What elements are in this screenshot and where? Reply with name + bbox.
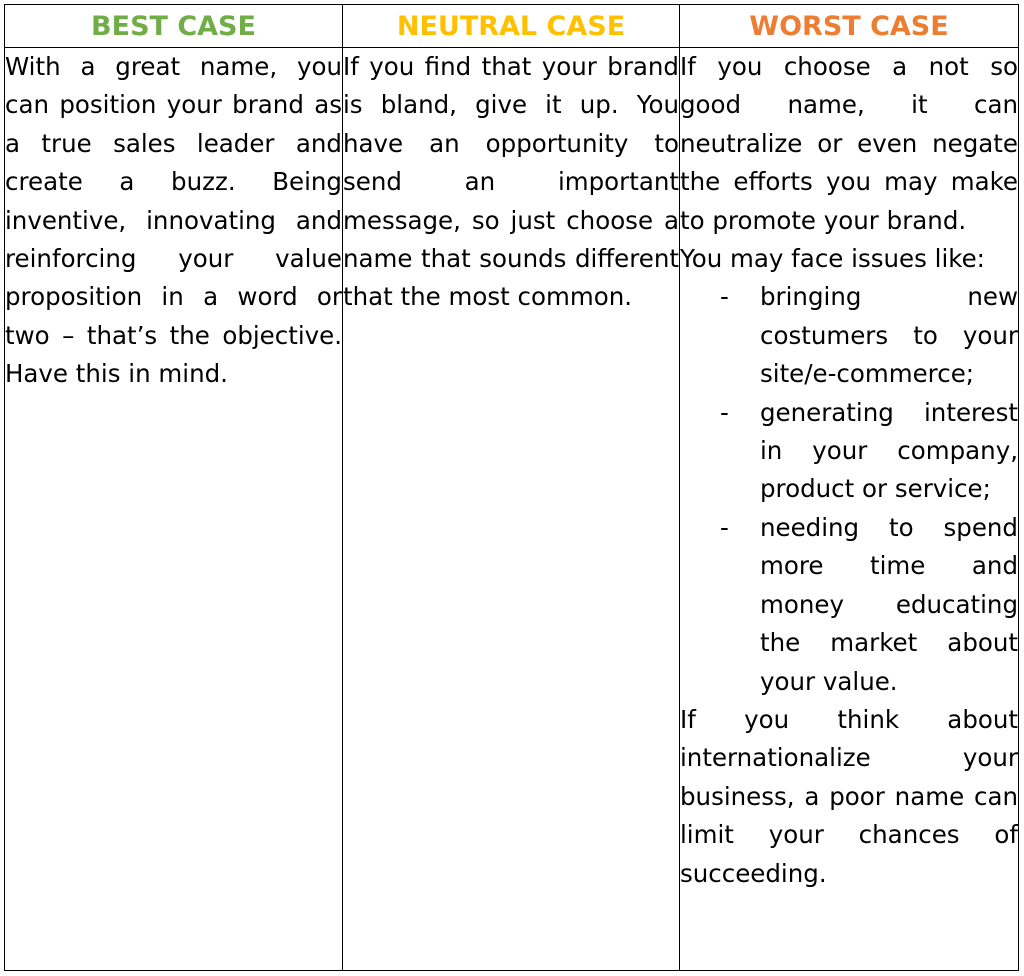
issue-text: bringing new costumers to your site/e-commerce; [760,282,1018,389]
best-case-text: With a great name, you can position your brand as a true sales leader and create a buzz. Being inventive, innovating and reinforcing your value proposition in a word or two – that’s the objective. Have this in mind. [5,52,342,389]
worst-case-issues-list [680,278,1018,700]
comparison-table [4,4,1019,971]
neutral-case-heading: NEUTRAL CASE [343,5,680,48]
worst-case-intro: If you choose a not so good name, it can neutralize or even negate the efforts you may make to promote your brand. [680,52,1018,235]
list-item [680,394,1018,509]
worst-case-cell [680,48,1019,971]
list-item [680,509,1018,701]
worst-case-issues-lead: You may face issues like: [680,244,985,274]
header-row [5,5,1019,48]
best-case-heading: BEST CASE [5,5,343,48]
bullet-dash: - [720,512,729,542]
issue-text: needing to spend more time and money educating the market about your value. [760,512,1018,696]
best-case-cell [5,48,343,971]
worst-case-heading: WORST CASE [680,5,1019,48]
neutral-case-cell [343,48,680,971]
bullet-dash: - [720,397,729,427]
bullet-dash: - [720,282,729,312]
issue-text: generating interest in your company, product or service; [760,397,1018,504]
neutral-case-text: If you find that your brand is bland, give it up. You have an opportunity to send an important message, so just choose a name that sounds different that the most common. [343,52,679,312]
list-item [680,278,1018,393]
worst-case-closing: If you think about internationalize your business, a poor name can limit your chances of succeeding. [680,704,1018,888]
content-row [5,48,1019,971]
